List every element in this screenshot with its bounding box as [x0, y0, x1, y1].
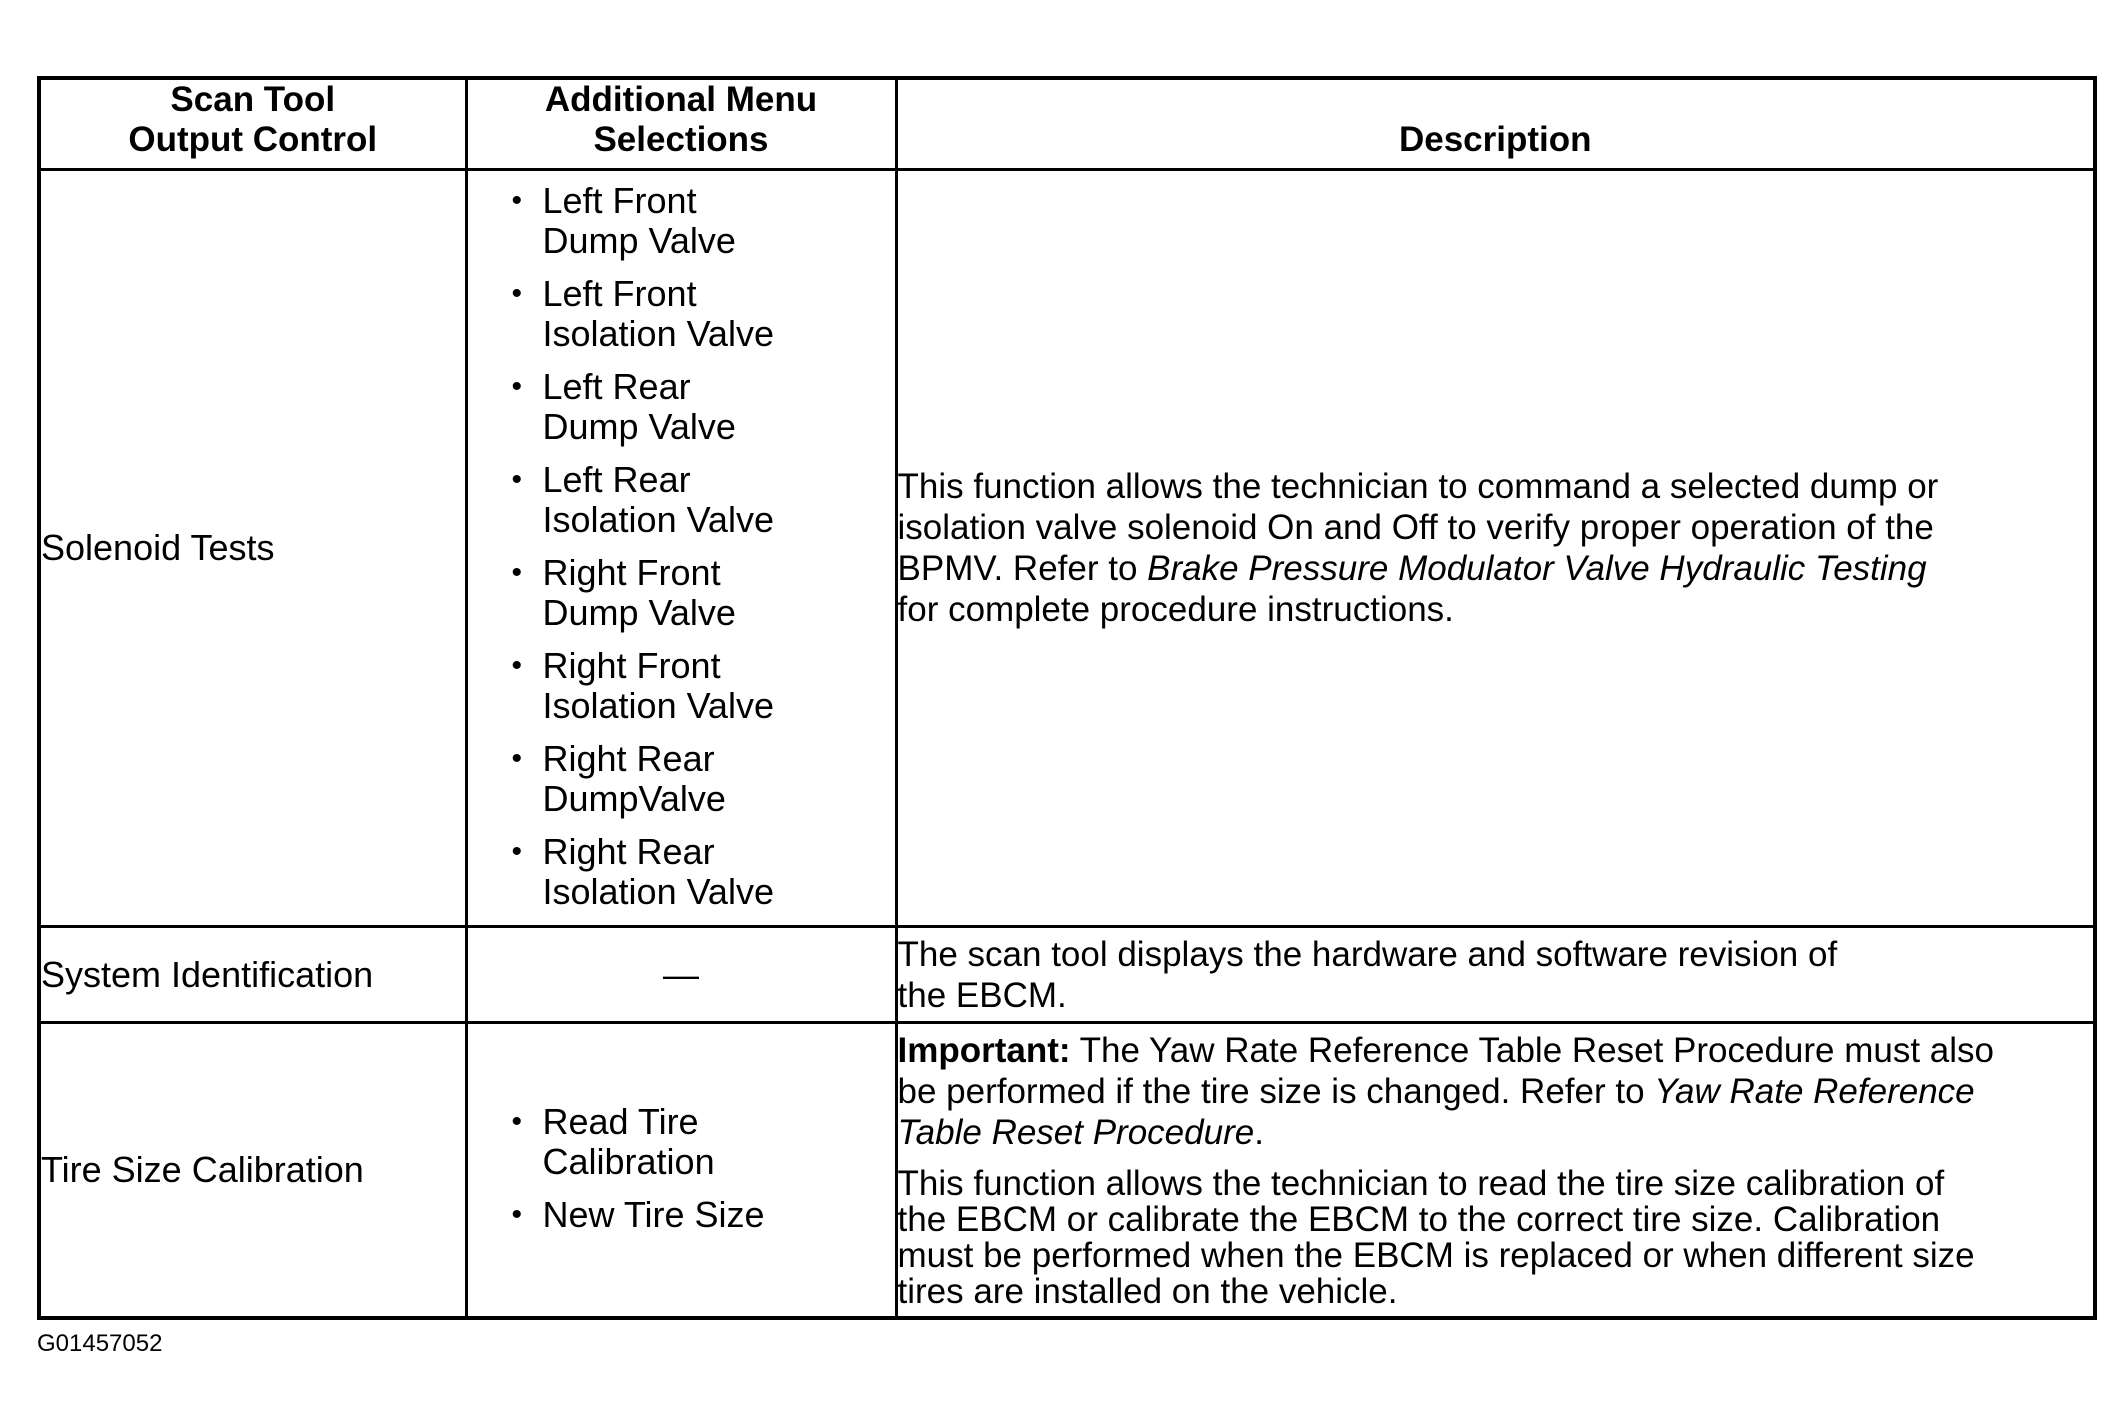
menu-selection-list [468, 181, 895, 912]
description-cell [896, 170, 2095, 927]
header-output-control-line-1: Scan Tool [170, 80, 336, 119]
table-row-solenoid-tests [39, 170, 2095, 927]
header-menu-line-2: Selections [593, 120, 769, 159]
table-row-system-identification [39, 927, 2095, 1023]
scan-tool-output-control-table [37, 76, 2097, 1320]
output-control-cell: System Identification [39, 927, 466, 1023]
menu-selections-cell [466, 1023, 896, 1318]
list-item: • Left Front Isolation Valve [512, 274, 895, 354]
description-paragraph: This function allows the technician to read the tire size calibration of the EBCM or calibrate the EBCM to the correct tire size. Calibration must be performed when the EBCM is replaced or when different size tires are installed on the vehicle. [897, 1163, 1975, 1311]
menu-selections-cell [466, 927, 896, 1023]
header-description [896, 78, 2095, 170]
figure-id: G01457052 [37, 1330, 163, 1357]
procedure-reference: Brake Pressure Modulator Valve Hydraulic Testing [1147, 549, 1927, 588]
list-item: • Left Rear Isolation Valve [512, 460, 895, 540]
table-header-row [39, 78, 2095, 170]
important-label: Important: [897, 1030, 1071, 1070]
header-output-control [39, 78, 466, 170]
list-item: • Left Rear Dump Valve [512, 367, 895, 447]
no-selection-dash: — [663, 953, 699, 995]
description-paragraph: The scan tool displays the hardware and software revision of the EBCM. [897, 934, 1838, 1015]
output-control-cell: Tire Size Calibration [39, 1023, 466, 1318]
important-note: Important: The Yaw Rate Reference Table Reset Procedure must also be performed if the tire size is changed. Refer to Yaw Rate Reference Table Reset Procedure. [897, 1030, 1995, 1152]
table-row-tire-size-calibration [39, 1023, 2095, 1318]
menu-selection-list [468, 1102, 895, 1235]
header-menu-line-1: Additional Menu [544, 80, 818, 119]
list-item: • Right Front Dump Valve [512, 553, 895, 633]
list-item: • New Tire Size [512, 1195, 895, 1235]
procedure-reference: Yaw Rate Reference [1654, 1071, 1975, 1111]
description-cell [896, 927, 2095, 1023]
list-item: • Right Front Isolation Valve [512, 646, 895, 726]
header-additional-menu-selections [466, 78, 896, 170]
list-item: • Left Front Dump Valve [512, 181, 895, 261]
list-item: • Right Rear Isolation Valve [512, 832, 895, 912]
list-item: • Read Tire Calibration [512, 1102, 895, 1182]
list-item: • Right Rear DumpValve [512, 739, 895, 819]
output-control-cell: Solenoid Tests [39, 170, 466, 927]
menu-selections-cell [466, 170, 896, 927]
procedure-reference: Table Reset Procedure [897, 1112, 1255, 1152]
header-output-control-line-2: Output Control [128, 120, 378, 159]
description-paragraph: This function allows the technician to command a selected dump or isolation valve solenoid On and Off to verify proper operation of the BPMV. Refer to Brake Pressure Modulator Valve Hydraulic Testing for complete procedure instructions. [897, 467, 1939, 629]
header-description-label: Description [1398, 120, 1592, 159]
description-cell [896, 1023, 2095, 1318]
